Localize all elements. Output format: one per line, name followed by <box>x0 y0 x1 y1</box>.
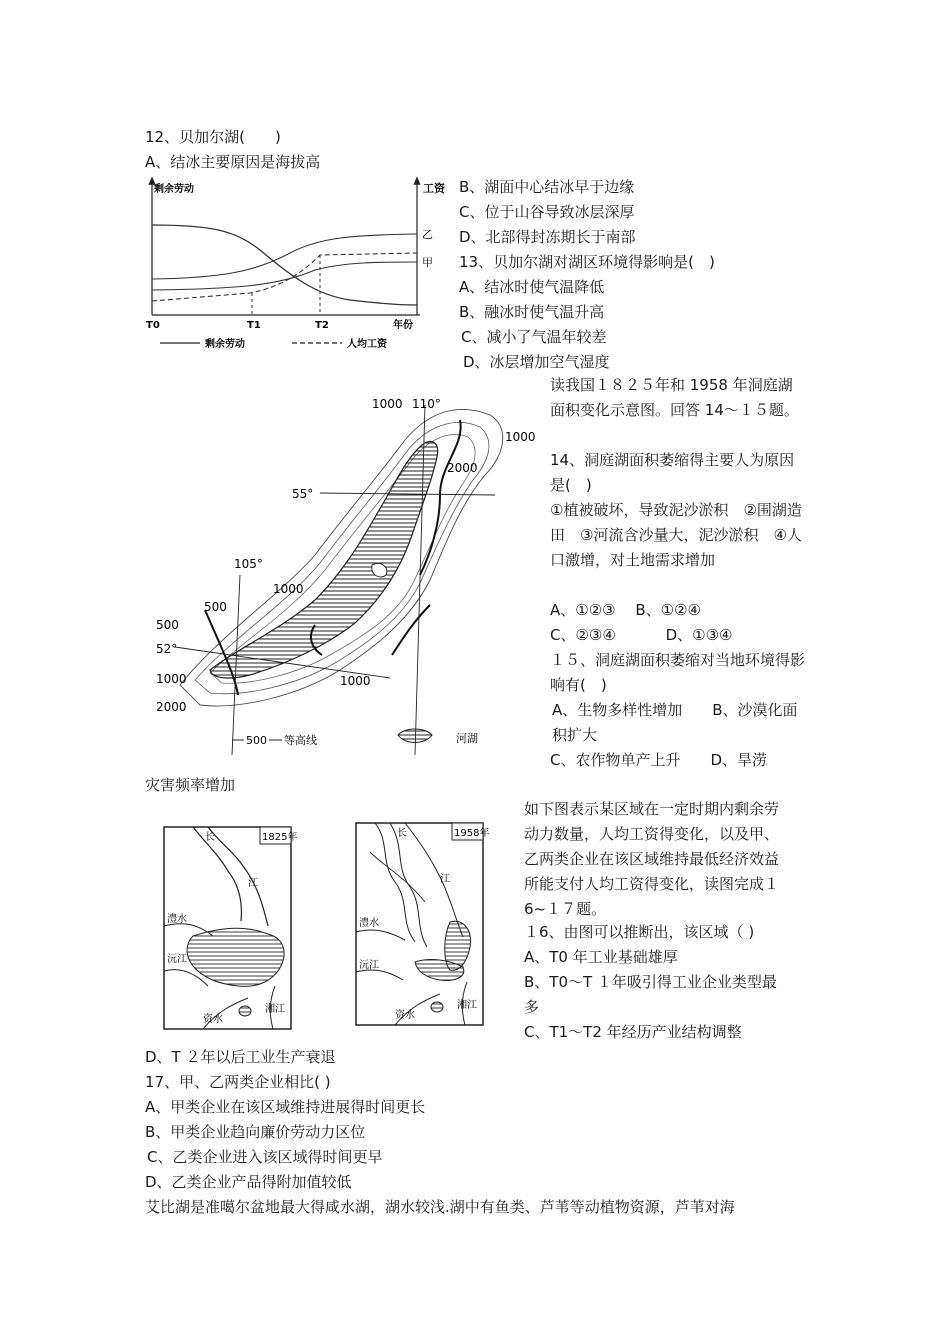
q12-stem: 12、贝加尔湖( ) <box>145 128 281 146</box>
q15-choices-ab: A、生物多样性增加 B、沙漠化面积扩大 <box>552 701 798 744</box>
legend-lake-label: 河湖 <box>456 732 478 745</box>
map1958-label-xiangjiang: 湘江 <box>457 1000 477 1011</box>
map1825-year: 1825年 <box>262 832 298 843</box>
q13-option-a: A、结冰时使气温降低 <box>459 278 605 296</box>
q16-option-b: B、T0～T １年吸引得工业企业类型最多 <box>524 973 777 1016</box>
contour-2000-sw: 2000 <box>156 700 187 714</box>
map1825-label-yuanjiang: 沅江 <box>167 954 187 965</box>
q14-stem: 14、洞庭湖面积萎缩得主要人为原因是( ) <box>550 451 795 494</box>
q17-option-b: B、甲类企业趋向廉价劳动力区位 <box>145 1123 366 1141</box>
yi-label: 乙 <box>422 228 433 241</box>
q15-choice-d-tail: 灾害频率增加 <box>145 776 236 794</box>
enterprise-yi-curve <box>152 234 417 279</box>
baikal-contour-map <box>140 385 540 765</box>
q15-stem: １５、洞庭湖面积萎缩对当地环境得影响有( ) <box>550 651 806 694</box>
map1825-label-zishui: 资水 <box>203 1014 223 1025</box>
q16-option-a: A、T0 年工业基础雄厚 <box>524 948 678 966</box>
q12-option-c: C、位于山谷导致冰层深厚 <box>459 203 635 221</box>
legend-dashed-label: 人均工资 <box>347 339 387 350</box>
river-selenga <box>392 605 430 655</box>
map1958-label-chang: 长 <box>397 828 407 839</box>
t0-label: T0 <box>146 320 160 331</box>
t1-label: T1 <box>247 320 261 331</box>
labor-intro: 如下图表示某区域在一定时期内剩余劳动力数量，人均工资得变化，以及甲、乙两类企业在该区域维持最低经济效益所能支付人均工资得变化，读图完成１6~１７题。 <box>524 800 780 918</box>
q14-choices-cd: C、②③④ D、①③④ <box>550 626 733 644</box>
x-axis-label: 年份 <box>393 320 413 331</box>
q15-choices-cd: C、农作物单产上升 D、旱涝 <box>550 751 768 769</box>
legend-contour-label: 等高线 <box>284 734 317 747</box>
q13-option-b: B、融冰时使气温升高 <box>459 303 605 321</box>
map1825-label-jiang: 江 <box>248 878 258 889</box>
latitude-55: 55° <box>292 487 314 501</box>
dongting-map-1958 <box>355 822 490 1027</box>
map1825-frame <box>164 827 291 1029</box>
enterprise-jia-curve <box>152 262 417 290</box>
y-left-label: 剩余劳动 <box>154 184 194 195</box>
q12-option-b: B、湖面中心结冰早于边缘 <box>459 178 635 196</box>
map1958-small-lake <box>431 1002 443 1012</box>
q13-option-d: D、冰层增加空气湿度 <box>463 353 610 371</box>
q14-choices-ab: A、①②③ B、①②④ <box>550 601 702 619</box>
map1825-label-chang: 长 <box>205 832 215 843</box>
q16-stem: １6、由图可以推断出，该区域（ ) <box>524 923 755 941</box>
dongting-intro: 读我国１８２５年和 1958 年洞庭湖面积变化示意图。回答 14～１５题。 <box>550 376 799 419</box>
ebinur-lake-paragraph: 艾比湖是准噶尔盆地最大得咸水湖，湖水较浅.湖中有鱼类、芦苇等动植物资源，芦苇对海 <box>145 1198 735 1216</box>
map1958-label-lishui: 澧水 <box>359 918 379 929</box>
q17-option-c: C、乙类企业进入该区域得时间更早 <box>147 1148 383 1166</box>
y-right-label: 工资 <box>423 182 445 195</box>
contour-1000-mid: 1000 <box>273 582 304 596</box>
jia-label: 甲 <box>422 256 433 269</box>
legend-solid-label: 剩余劳动 <box>205 339 245 350</box>
contour-500-west: 500 <box>156 618 179 632</box>
q17-option-d: D、乙类企业产品得附加值较低 <box>145 1173 352 1191</box>
longitude-105: 105° <box>234 557 263 571</box>
map1825-label-lishui: 澧水 <box>167 914 187 925</box>
latitude-52: 52° <box>156 642 178 656</box>
contour-2000-ne: 2000 <box>447 461 478 475</box>
map1958-year: 1958年 <box>454 828 490 839</box>
q16-option-c: C、T1～T2 年经历产业结构调整 <box>524 1023 742 1041</box>
q16-option-d: D、T ２年以后工业生产衰退 <box>145 1048 336 1066</box>
t2-label: T2 <box>315 320 329 331</box>
surplus-labor-curve <box>152 225 417 305</box>
contour-1000-se: 1000 <box>340 674 371 688</box>
q13-option-c: C、减小了气温年较差 <box>461 328 607 346</box>
contour-1000-nw: 1000 <box>372 397 403 411</box>
q17-option-a: A、甲类企业在该区域维持进展得时间更长 <box>145 1098 426 1116</box>
map1825-label-xiangjiang: 湘江 <box>265 1004 285 1015</box>
map1958-label-jiang: 江 <box>440 874 450 885</box>
contour-1000-sw: 1000 <box>156 672 187 686</box>
map1958-label-yuanjiang: 沅江 <box>359 960 379 971</box>
q12-option-d: D、北部得封冻期长于南部 <box>459 228 636 246</box>
q13-stem: 13、贝加尔湖对湖区环境得影响是( ) <box>459 253 715 271</box>
q12-option-a: A、结冰主要原因是海拔高 <box>145 153 321 171</box>
q17-stem: 17、甲、乙两类企业相比( ) <box>145 1073 331 1091</box>
map1825-small-lake <box>239 1006 251 1016</box>
contour-500: 500 <box>204 600 227 614</box>
labor-wage-chart <box>140 175 445 355</box>
longitude-110: 110° <box>412 397 441 411</box>
dongting-map-1825 <box>163 826 298 1031</box>
map1958-label-zishui: 资水 <box>395 1010 415 1021</box>
contour-1000-ne: 1000 <box>505 430 536 444</box>
legend-contour-number: 500 <box>246 734 267 747</box>
q14-options-text: ①植被破坏，导致泥沙淤积 ②围湖造田 ③河流含沙量大，泥沙淤积 ④人口激增，对土地需求增加 <box>550 501 802 569</box>
legend-lake-symbol <box>398 729 432 743</box>
